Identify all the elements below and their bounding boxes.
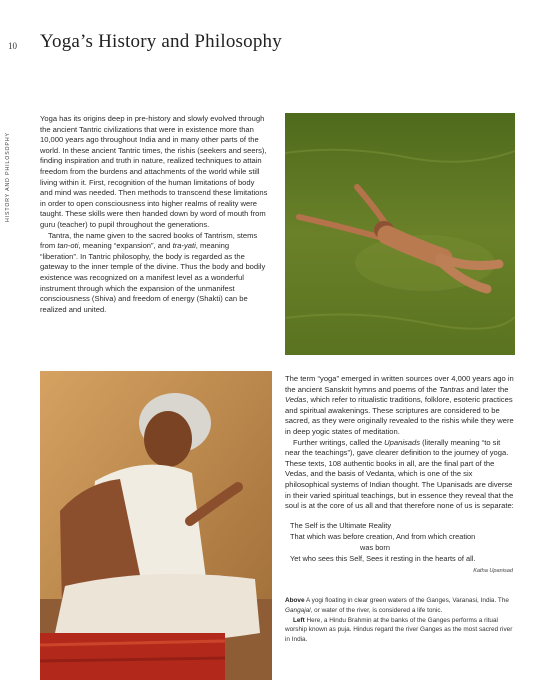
- yoga-text-2: and later the: [464, 384, 509, 394]
- verse-attribution: Katha Upanisad: [473, 567, 513, 574]
- yoga-text-1: The term “yoga” emerged in written sources over 4,000 years ago in the ancient Sanskrit hymns and poems of the: [285, 374, 514, 394]
- caption-above-text-2: , or water of the river, is considered a life tonic.: [310, 606, 443, 614]
- upanisads-paragraph: [285, 438, 517, 512]
- photo-brahmin-performing-puja: [40, 371, 272, 680]
- gangajal-term: Gangajal: [285, 606, 311, 614]
- page-title: Yoga’s History and Philosophy: [40, 31, 282, 52]
- river-illustration: [285, 113, 515, 355]
- yoga-text-3: , which refer to ritualistic traditions, folklore, esoteric practices and spiritual awakenings. These scriptures are considered to be sacred, as they were originally revealed to the rishis while they were in deep yogic states of meditation.: [285, 395, 514, 436]
- tantra-text-1: Tantra, the name given to the sacred books of Tantrism, stems from: [40, 230, 258, 251]
- tra-yati-term: tra-yati: [172, 241, 196, 251]
- verse-line: The Self is the Ultimate Reality: [290, 520, 392, 530]
- caption-above: [285, 596, 517, 615]
- right-column: [285, 374, 517, 644]
- brahmin-illustration: [40, 371, 272, 680]
- tantra-text-3: , meaning “liberation”. In Tantric philosophy, the body is regarded as the gateway to the inner temple of the divine. Thus the body and bodily existence was recognized on a manifest level as a wonderful instrument through which the expansion of the unmanifest consciousness (Shiva) and freedom of energy (Shakti) can be realized and united.: [40, 241, 266, 314]
- upanisads-text-2: (literally meaning “to sit near the teachings”), gave clearer definition to the journey of yoga. These texts, 108 authentic books in all, are the final part of the Vedas, and the basis of Vedanta, which is one of the six philosophical systems of Indian thought. The Upanisads are diverse in their varied spiritual teachings, but in essence they reveal that the soul is at the core of us all and that therefore none of us is separate:: [285, 437, 514, 511]
- upanisads-term: Upanisads: [384, 437, 421, 447]
- upanisads-text-1: Further writings, called the: [293, 437, 385, 447]
- caption-left-label: Left: [293, 616, 305, 624]
- caption-above-text-1: A yogi floating in clear green waters of the Ganges, Varanasi, India. The: [304, 597, 509, 605]
- caption-left: [285, 616, 517, 645]
- caption-left-text: Here, a Hindu Brahmin at the banks of the Ganges performs a ritual worship known as puja. Hindus regard the river Ganges as the most sacred river in India.: [285, 616, 513, 643]
- yoga-term-paragraph: [285, 374, 517, 438]
- verse-quote: [290, 520, 517, 564]
- intro-paragraph: Yoga has its origins deep in pre-history and slowly evolved through the ancient Tantric civilizations that were in existence more than 10,000 years ago throughout India and in many other parts of the world. In these ancient Tantric times, the rishis (seekers and seers), finding inspiration and truth in nature, realized techniques to attain freedom from the burdens and attachments of the world while still living within it. First, recognition of the human limitations of body and mind was needed. Then methods to transcend these limitations in order to open consciousness into higher realms of reality were taught. These skills were then handed down by word of mouth from guru (teacher) to pupil throughout the generations.: [40, 114, 268, 229]
- page-number: 10: [8, 41, 17, 51]
- tantra-paragraph: [40, 231, 268, 316]
- left-column: [40, 114, 268, 315]
- tan-oti-term: tan-oti: [57, 241, 79, 251]
- tantras-term: Tantras: [439, 384, 465, 394]
- tantra-text-2: , meaning “expansion”, and: [78, 241, 173, 251]
- photo-yogi-floating-in-ganges: [285, 113, 515, 355]
- caption-above-label: Above: [285, 597, 305, 605]
- section-tab: [3, 112, 15, 222]
- verse-line: That which was before creation, And from which creation: [290, 531, 476, 541]
- vedas-term: Vedas: [285, 395, 307, 405]
- section-tab-label: HISTORY AND PHILOSOPHY: [5, 132, 11, 222]
- verse-line: Yet who sees this Self, Sees it resting in the hearts of all.: [290, 553, 476, 563]
- photo-caption: [285, 596, 517, 644]
- verse-line: was born: [360, 542, 390, 552]
